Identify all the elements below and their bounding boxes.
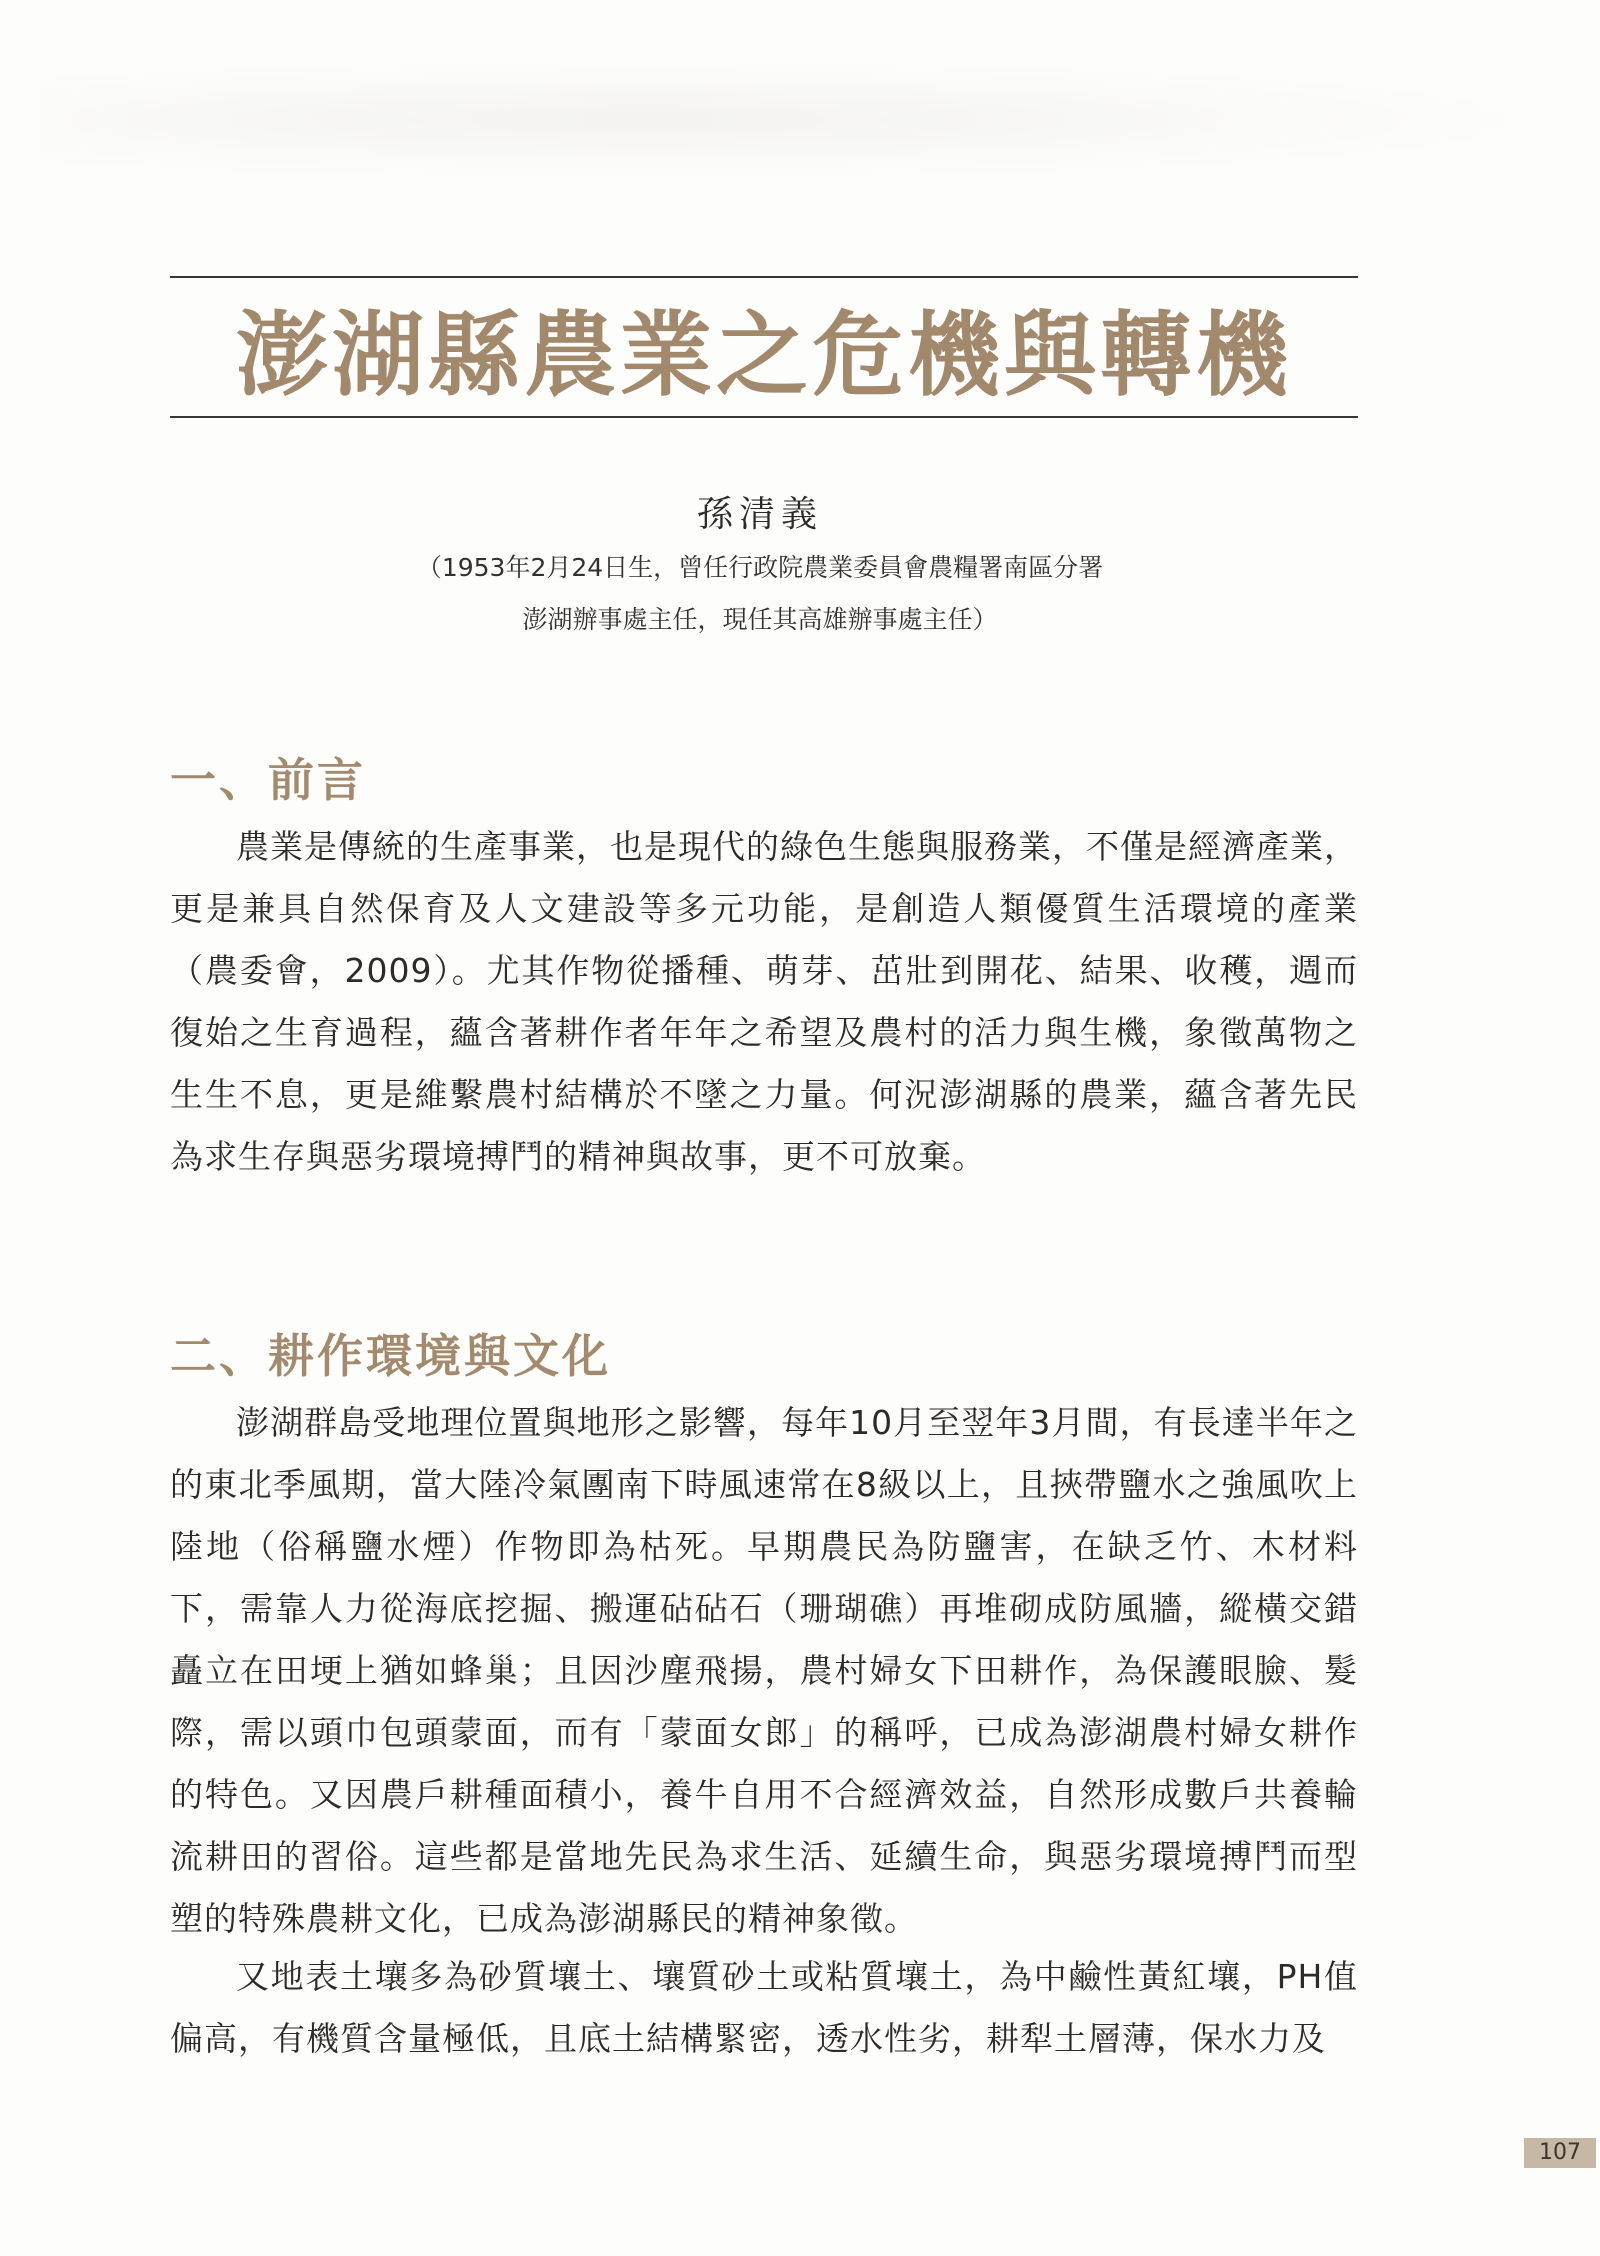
section-heading-introduction: 一、前言 — [170, 753, 366, 807]
author-bio-line-1: （1953年2月24日生，曾任行政院農業委員會農糧署南區分署 — [416, 553, 1104, 582]
author-bio-line-2: 澎湖辦事處主任，現任其高雄辦事處主任） — [522, 605, 998, 634]
section-2-paragraph-2: 又地表土壤多為砂質壤土、壤質砂土或粘質壤土，為中鹼性黃紅壤，PH值偏高，有機質含量極低，且底土結構緊密，透水性劣，耕犁土層薄，保水力及 — [170, 1957, 1358, 2058]
scan-shading — [40, 60, 1560, 180]
author-name: 孫清義 — [696, 494, 823, 535]
section-heading-farming-environment: 二、耕作環境與文化 — [170, 1329, 611, 1383]
page-number: 107 — [1524, 2138, 1596, 2168]
page-title: 澎湖縣農業之危機與轉機 — [235, 301, 1292, 409]
section-1-paragraph-1: 農業是傳統的生產事業，也是現代的綠色生態與服務業，不僅是經濟產業，更是兼具自然保育及人文建設等多元功能，是創造人類優質生活環境的產業（農委會，2009）。尤其作物從播種、萌芽、茁壯到開花、結果、收穫，週而復始之生育過程，蘊含著耕作者年年之希望及農村的活力與生機，象徵萬物之生生不息，更是維繫農村結構於不墜之力量。何況澎湖縣的農業，蘊含著先民為求生存與惡劣環境搏鬥的精神與故事，更不可放棄。 — [170, 827, 1358, 1176]
title-top-rule — [170, 276, 1358, 278]
section-2-paragraph-1: 澎湖群島受地理位置與地形之影響，每年10月至翌年3月間，有長達半年之的東北季風期，當大陸冷氣團南下時風速常在8級以上，且挾帶鹽水之強風吹上陸地（俗稱鹽水煙）作物即為枯死。早期農民為防鹽害，在缺乏竹、木材料下，需靠人力從海底挖掘、搬運砧砧石（珊瑚礁）再堆砌成防風牆，縱橫交錯矗立在田埂上猶如蜂巢；且因沙塵飛揚，農村婦女下田耕作，為保護眼臉、髮際，需以頭巾包頭蒙面，而有「蒙面女郎」的稱呼，已成為澎湖農村婦女耕作的特色。又因農戶耕種面積小，養牛自用不合經濟效益，自然形成數戶共養輪流耕田的習俗。這些都是當地先民為求生活、延續生命，與惡劣環境搏鬥而型塑的特殊農耕文化，已成為澎湖縣民的精神象徵。 — [170, 1403, 1358, 1938]
title-bottom-rule — [170, 416, 1358, 418]
